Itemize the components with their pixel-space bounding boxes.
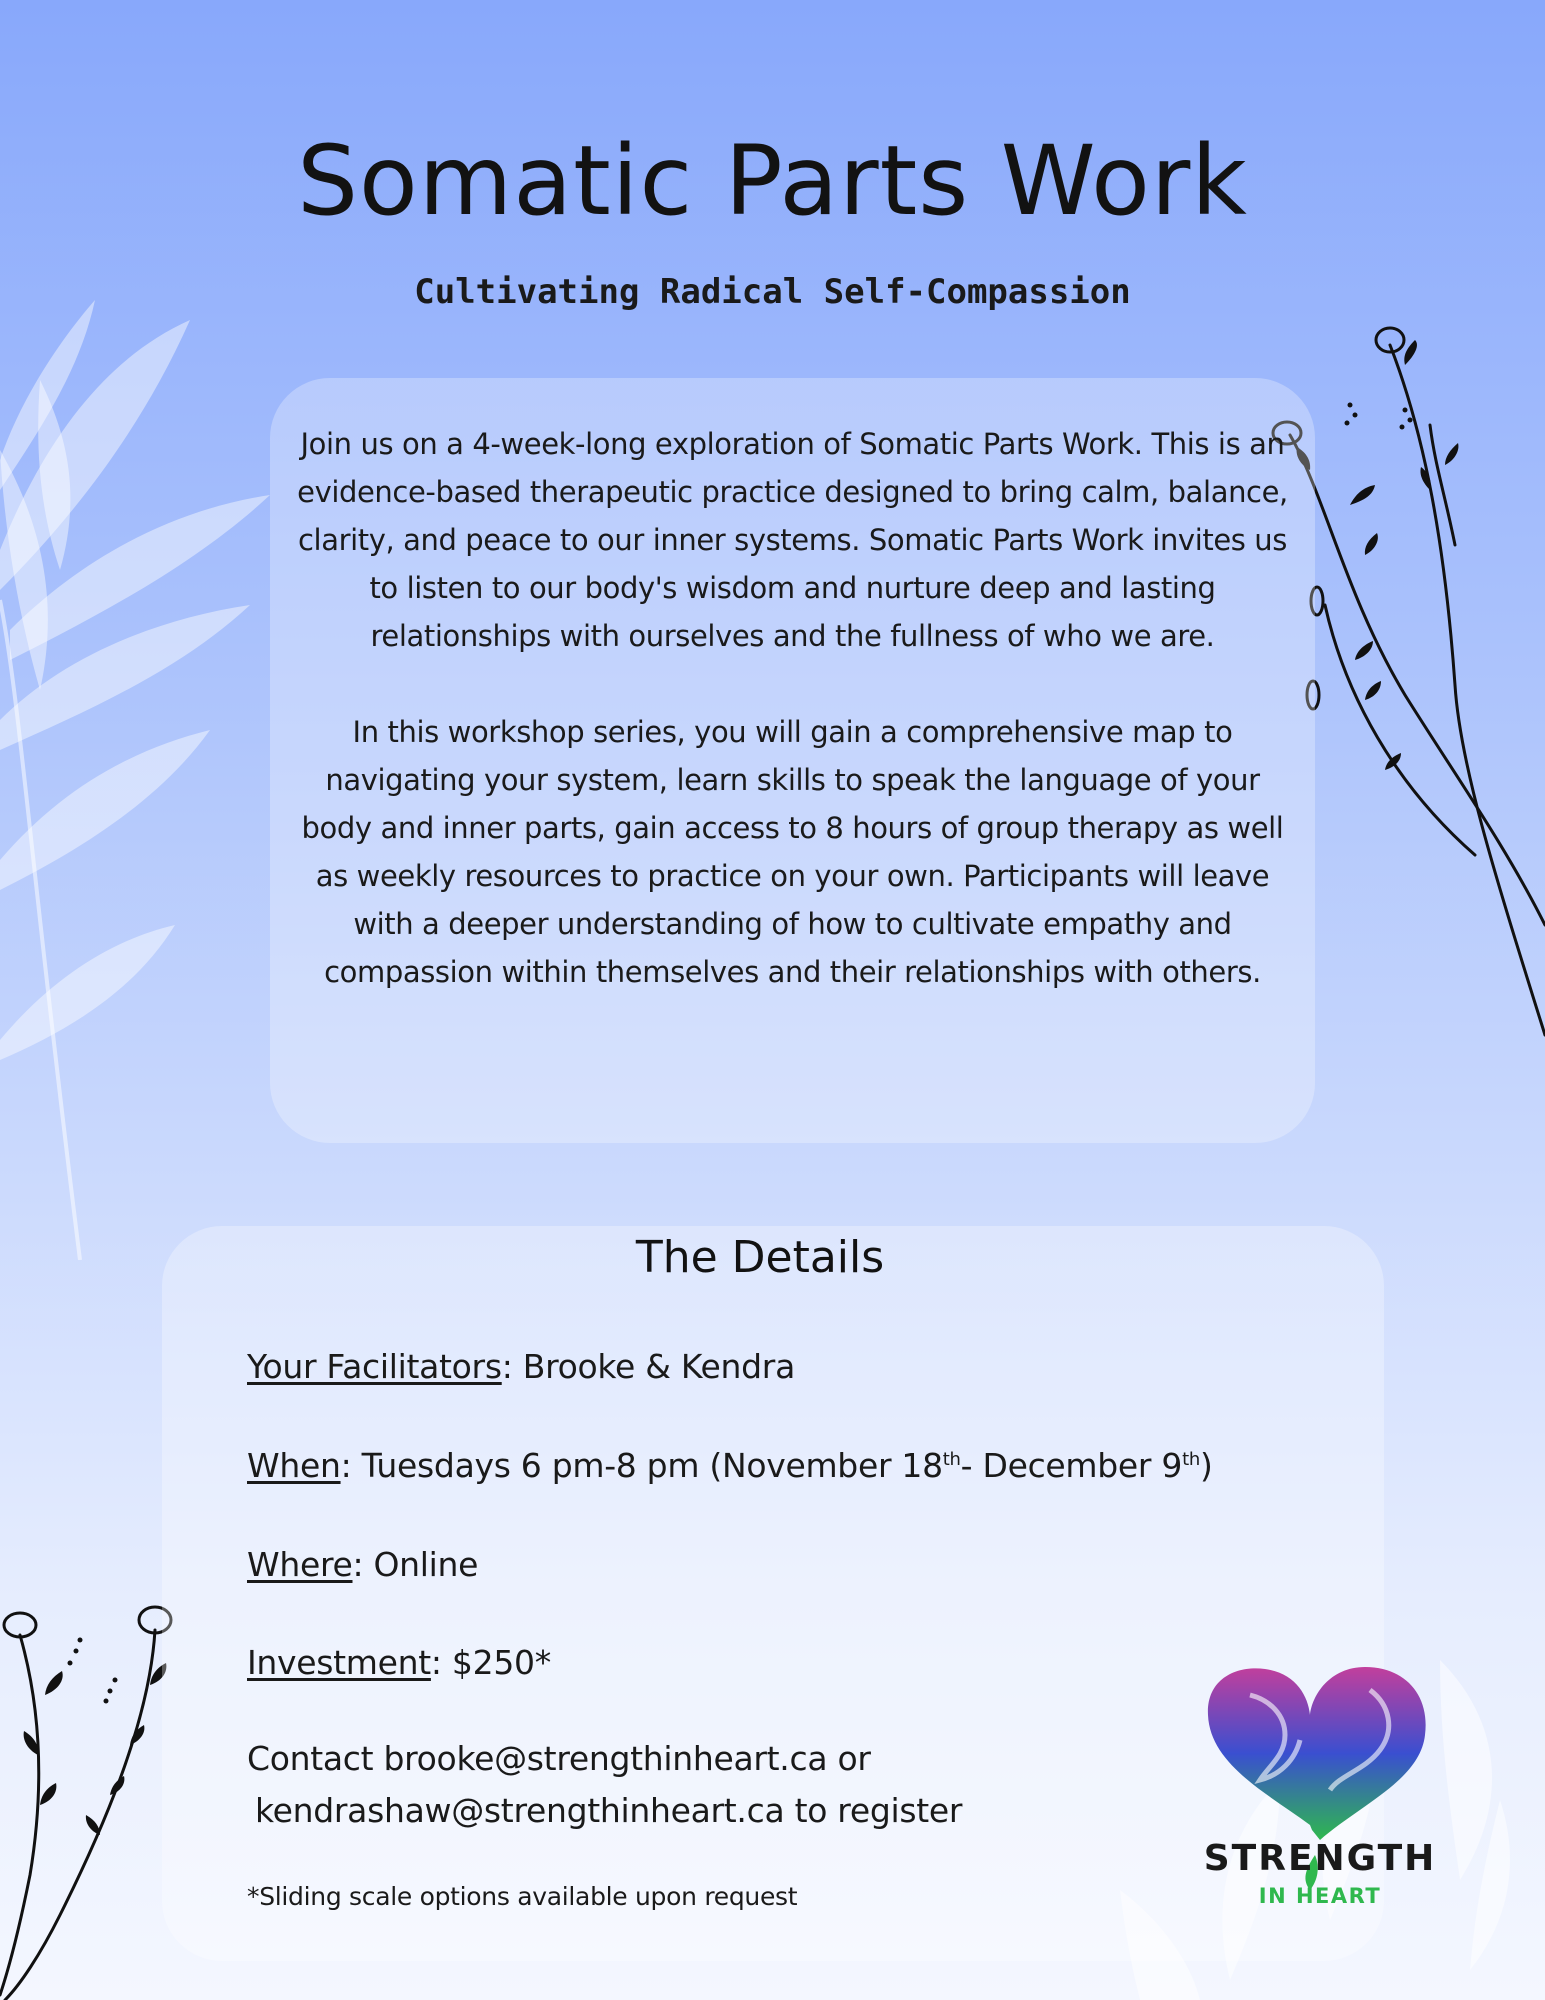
when-label: When bbox=[247, 1446, 341, 1485]
when-value: : Tuesdays 6 pm-8 pm (November 18 bbox=[340, 1446, 943, 1485]
facilitators-value: : Brooke & Kendra bbox=[501, 1347, 795, 1386]
investment-value: : $250* bbox=[430, 1643, 551, 1682]
contact-line: Contact brooke@strengthinheart.ca or bbox=[247, 1739, 871, 1778]
brand-tagline: IN HEART bbox=[1258, 1884, 1382, 1908]
when-superscript: th bbox=[942, 1449, 961, 1470]
where-line bbox=[247, 1545, 478, 1584]
intro-paragraph: In this workshop series, you will gain a comprehensive map to navigating your system, learn skills to speak the language of your body and inner parts, gain access to 8 hours of group therapy as well as weekly resources to practice on your own. Participants will leave with a deeper understanding of how to cultivate empathy and compassion within themselves and their relationships with others. bbox=[301, 715, 1284, 989]
sliding-scale-note: *Sliding scale options available upon request bbox=[247, 1882, 798, 1911]
intro-paragraph: Join us on a 4-week-long exploration of Somatic Parts Work. This is an evidence-based therapeutic practice designed to bring calm, balance, clarity, and peace to our inner systems. Somatic Parts Work invites us to listen to our body's wisdom and nurture deep and lasting relationships with ourselves and the fullness of who we are. bbox=[297, 427, 1288, 653]
when-value: - December 9 bbox=[960, 1446, 1183, 1485]
contact-line: kendrashaw@strengthinheart.ca to register bbox=[255, 1791, 963, 1830]
page-title: Somatic Parts Work bbox=[297, 125, 1248, 237]
investment-line bbox=[247, 1643, 551, 1682]
facilitators-label: Your Facilitators bbox=[247, 1347, 502, 1386]
when-value: ) bbox=[1199, 1446, 1213, 1485]
where-label: Where bbox=[247, 1545, 353, 1584]
intro-text bbox=[290, 420, 1295, 996]
details-heading: The Details bbox=[635, 1232, 885, 1283]
when-superscript: th bbox=[1182, 1449, 1200, 1470]
when-line bbox=[247, 1446, 1213, 1485]
facilitators-line bbox=[247, 1347, 795, 1386]
page-subtitle: Cultivating Radical Self-Compassion bbox=[414, 272, 1131, 312]
investment-label: Investment bbox=[247, 1643, 431, 1682]
where-value: : Online bbox=[352, 1545, 479, 1584]
brand-name: STRENGTH bbox=[1203, 1838, 1437, 1879]
